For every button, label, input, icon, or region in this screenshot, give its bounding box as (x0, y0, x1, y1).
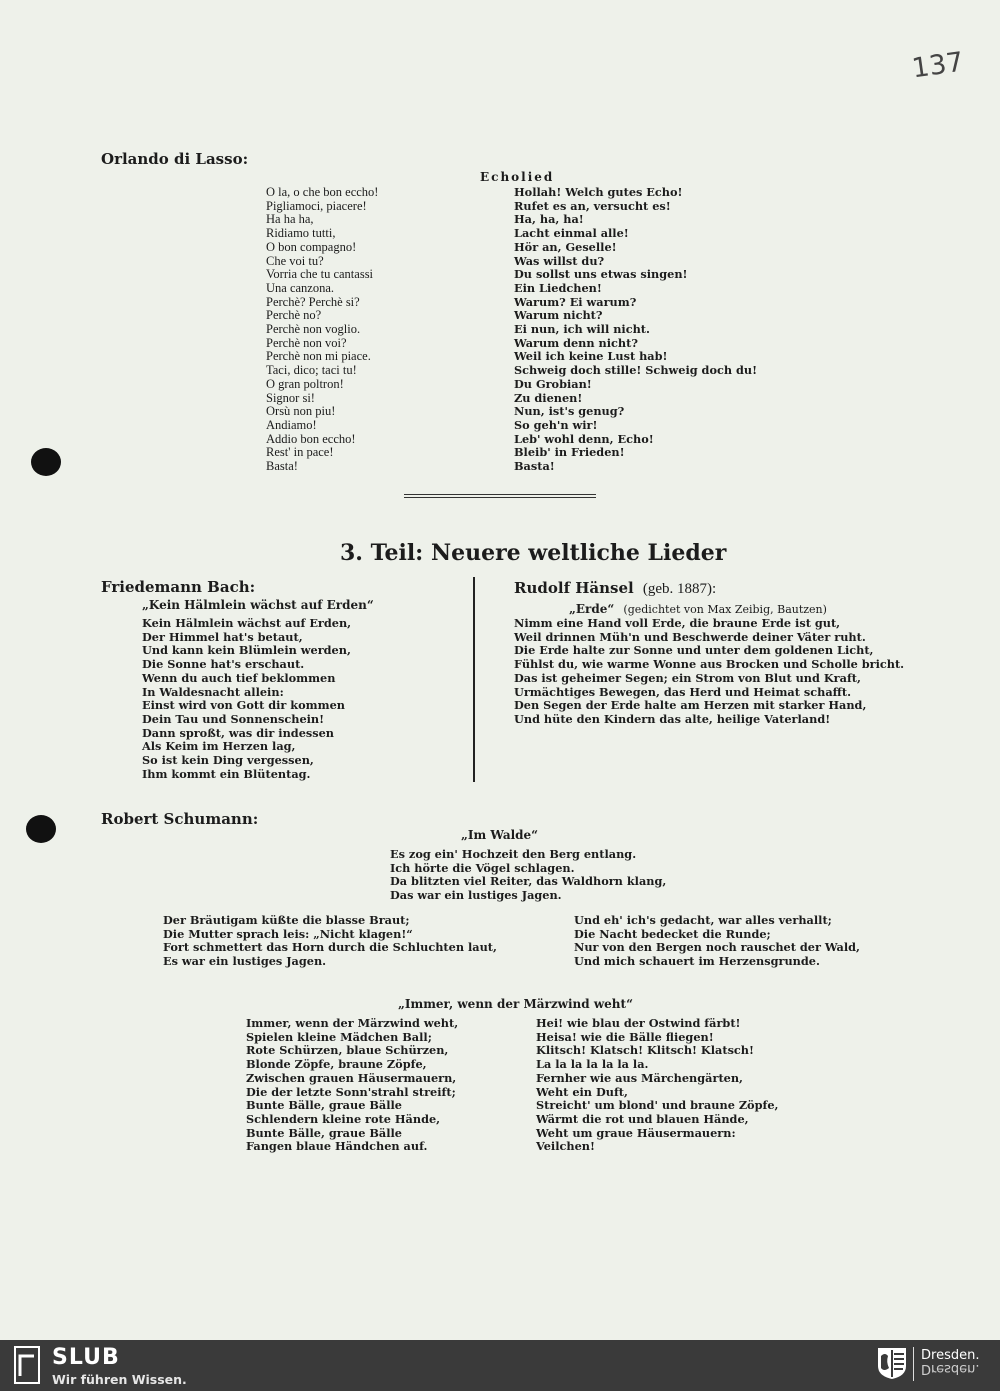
poem-line: Bleib' in Frieden! (514, 445, 625, 460)
poem-line: Urmächtiges Bewegen, das Herd und Heimat schafft. (514, 684, 852, 699)
poem-line: Schweig doch stille! Schweig doch du! (514, 363, 758, 378)
poem-line: Lacht einmal alle! (514, 226, 629, 241)
poem-line: Nun, ist's genug? (514, 404, 625, 419)
poem-line: Andiamo! (266, 417, 317, 432)
poem-line: Dann sproßt, was dir indessen (142, 725, 335, 740)
poem-line: La la la la la la la. (536, 1057, 649, 1072)
dresden-label: Dresden. (921, 1348, 980, 1363)
poem-line: Einst wird von Gott dir kommen (142, 698, 345, 713)
composer-bach: Friedemann Bach: (101, 578, 256, 596)
song-title-echolied: Echolied (480, 170, 555, 184)
poem-line: Zwischen grauen Häusermauern, (246, 1070, 457, 1085)
poem-line: Der Himmel hat's betaut, (142, 629, 303, 644)
poem-line: Zu dienen! (514, 390, 583, 405)
dresden-crest-icon (876, 1346, 908, 1380)
poem-line: Immer, wenn der Märzwind weht, (246, 1016, 459, 1030)
composer-haensel-line (514, 578, 716, 598)
composer-schumann: Robert Schumann: (101, 810, 259, 828)
composer-lasso: Orlando di Lasso: (101, 150, 249, 168)
poem-line: Hör an, Geselle! (514, 239, 617, 254)
im-walde-left-text (163, 914, 497, 969)
poem-line: Perchè non mi piace. (266, 349, 371, 364)
poem-line: Signor si! (266, 390, 315, 405)
composer-haensel-note: (geb. 1887): (642, 581, 717, 597)
lasso-german-text (514, 186, 757, 474)
im-walde-intro-text (390, 848, 666, 903)
divider-rule (404, 494, 596, 498)
poem-line: Perchè non voglio. (266, 322, 361, 337)
poem-line: Es zog ein' Hochzeit den Berg entlang. (390, 847, 637, 861)
column-divider (473, 577, 475, 782)
song-title-haelmlein: „Kein Hälmlein wächst auf Erden“ (142, 598, 374, 612)
poem-line: Und hüte den Kindern das alte, heilige Vaterland! (514, 711, 831, 726)
poem-line: Warum? Ei warum? (514, 294, 637, 309)
poem-line: Rote Schürzen, blaue Schürzen, (246, 1043, 449, 1058)
poem-line: Das ist geheimer Segen; ein Strom von Blut und Kraft, (514, 670, 861, 685)
poem-line: Und kann kein Blümlein werden, (142, 643, 351, 658)
maerzwind-left-text (246, 1017, 458, 1154)
poem-line: Heisa! wie die Bälle fliegen! (536, 1029, 714, 1044)
poem-line: Den Segen der Erde halte am Herzen mit starker Hand, (514, 698, 867, 713)
song-title-erde: „Erde“ (569, 602, 615, 616)
poem-line: Die der letzte Sonn'strahl streift; (246, 1084, 456, 1099)
poem-line: Ihm kommt ein Blütentag. (142, 766, 311, 781)
poem-line: Die Sonne hat's erschaut. (142, 657, 305, 672)
poem-line: Rest' in pace! (266, 445, 334, 460)
poem-line: O la, o che bon eccho! (266, 185, 379, 199)
poem-line: Fort schmettert das Horn durch die Schluchten laut, (163, 940, 497, 955)
dresden-wordmark (921, 1349, 979, 1375)
poem-line: Und mich schauert im Herzensgrunde. (574, 954, 820, 969)
poem-line: Klitsch! Klatsch! Klitsch! Klatsch! (536, 1043, 754, 1058)
poem-line: Nimm eine Hand voll Erde, die braune Erde ist gut, (514, 616, 841, 630)
poem-line: Dein Tau und Sonnenschein! (142, 711, 325, 726)
slub-brand: SLUB (52, 1345, 120, 1370)
lasso-italian-text (266, 186, 378, 474)
poem-line: Weht ein Duft, (536, 1084, 628, 1099)
poem-line: Bunte Bälle, graue Bälle (246, 1098, 402, 1113)
poem-line: Die Mutter sprach leis: „Nicht klagen!“ (163, 926, 413, 941)
punch-hole-top (31, 448, 61, 476)
composer-haensel: Rudolf Hänsel (514, 579, 634, 597)
poem-line: Basta! (514, 459, 555, 474)
poem-line: Als Keim im Herzen lag, (142, 739, 296, 754)
song-title-im-walde: „Im Walde“ (461, 828, 539, 842)
poem-line: O bon compagno! (266, 239, 357, 254)
im-walde-right-text (574, 914, 860, 969)
dresden-label-mirror: Dresden. (921, 1361, 980, 1376)
section-heading: 3. Teil: Neuere weltliche Lieder (340, 540, 727, 566)
poem-line: Spielen kleine Mädchen Ball; (246, 1029, 432, 1044)
poem-line: Du sollst uns etwas singen! (514, 267, 688, 282)
poem-line: Schlendern kleine rote Hände, (246, 1111, 441, 1126)
song-title-maerzwind: „Immer, wenn der Märzwind weht“ (398, 997, 633, 1011)
poem-line: Perchè non voi? (266, 335, 347, 350)
slub-tagline: Wir führen Wissen. (52, 1372, 187, 1387)
poem-line: Addio bon eccho! (266, 431, 356, 446)
poem-line: Kein Hälmlein wächst auf Erden, (142, 616, 352, 630)
poem-line: Warum nicht? (514, 308, 603, 323)
bach-poem-text (142, 617, 351, 781)
song-title-erde-note: (gedichtet von Max Zeibig, Bautzen) (623, 603, 827, 616)
poem-line: So ist kein Ding vergessen, (142, 753, 314, 768)
poem-line: Und eh' ich's gedacht, war alles verhallt; (574, 913, 832, 927)
poem-line: Was willst du? (514, 253, 605, 268)
poem-line: Una canzona. (266, 280, 335, 295)
poem-line: Warum denn nicht? (514, 335, 638, 350)
poem-line: Ich hörte die Vögel schlagen. (390, 860, 575, 875)
maerzwind-right-text (536, 1017, 778, 1154)
poem-line: Es war ein lustiges Jagen. (163, 954, 327, 969)
poem-line: Hollah! Welch gutes Echo! (514, 185, 683, 199)
poem-line: Veilchen! (536, 1139, 595, 1154)
poem-line: Weht um graue Häusermauern: (536, 1125, 736, 1140)
haensel-poem-text (514, 617, 904, 727)
punch-hole-bottom (26, 815, 56, 843)
poem-line: Fangen blaue Händchen auf. (246, 1139, 428, 1154)
poem-line: Basta! (266, 459, 298, 474)
poem-line: Blonde Zöpfe, braune Zöpfe, (246, 1057, 427, 1072)
poem-line: Wärmt die rot und blauen Hände, (536, 1111, 749, 1126)
poem-line: Nur von den Bergen noch rauschet der Wald, (574, 940, 860, 955)
poem-line: Da blitzten viel Reiter, das Waldhorn klang, (390, 874, 667, 889)
slub-logo-icon (14, 1346, 40, 1384)
poem-line: Ha ha ha, (266, 212, 314, 227)
page-number: 137 (910, 46, 966, 85)
poem-line: Perchè no? (266, 308, 322, 323)
poem-line: Perchè? Perchè si? (266, 294, 360, 309)
poem-line: Pigliamoci, piacere! (266, 198, 367, 213)
poem-line: Die Nacht bedecket die Runde; (574, 926, 771, 941)
poem-line: Weil ich keine Lust hab! (514, 349, 668, 364)
footer-divider (913, 1347, 914, 1381)
poem-line: Bunte Bälle, graue Bälle (246, 1125, 402, 1140)
poem-line: Weil drinnen Müh'n und Beschwerde deiner Väter ruht. (514, 629, 866, 644)
poem-line: Taci, dico; taci tu! (266, 363, 357, 378)
poem-line: Vorria che tu cantassi (266, 267, 374, 282)
poem-line: So geh'n wir! (514, 417, 598, 432)
poem-line: Rufet es an, versucht es! (514, 198, 671, 213)
poem-line: Che voi tu? (266, 253, 324, 268)
poem-line: In Waldesnacht allein: (142, 684, 284, 699)
poem-line: Ein Liedchen! (514, 280, 602, 295)
poem-line: Wenn du auch tief beklommen (142, 670, 336, 685)
poem-line: Ei nun, ich will nicht. (514, 322, 650, 337)
poem-line: Orsù non piu! (266, 404, 336, 419)
poem-line: Du Grobian! (514, 376, 592, 391)
poem-line: Ha, ha, ha! (514, 212, 584, 227)
poem-line: Das war ein lustiges Jagen. (390, 888, 562, 903)
poem-line: Fernher wie aus Märchengärten, (536, 1070, 743, 1085)
poem-line: Ridiamo tutti, (266, 226, 336, 241)
poem-line: Die Erde halte zur Sonne und unter dem goldenen Licht, (514, 643, 874, 658)
poem-line: Der Bräutigam küßte die blasse Braut; (163, 913, 410, 927)
poem-line: Leb' wohl denn, Echo! (514, 431, 654, 446)
song-title-erde-line (569, 598, 827, 617)
poem-line: Fühlst du, wie warme Wonne aus Brocken und Scholle bricht. (514, 657, 905, 672)
poem-line: Streicht' um blond' und braune Zöpfe, (536, 1098, 779, 1113)
poem-line: O gran poltron! (266, 376, 344, 391)
poem-line: Hei! wie blau der Ostwind färbt! (536, 1016, 741, 1030)
